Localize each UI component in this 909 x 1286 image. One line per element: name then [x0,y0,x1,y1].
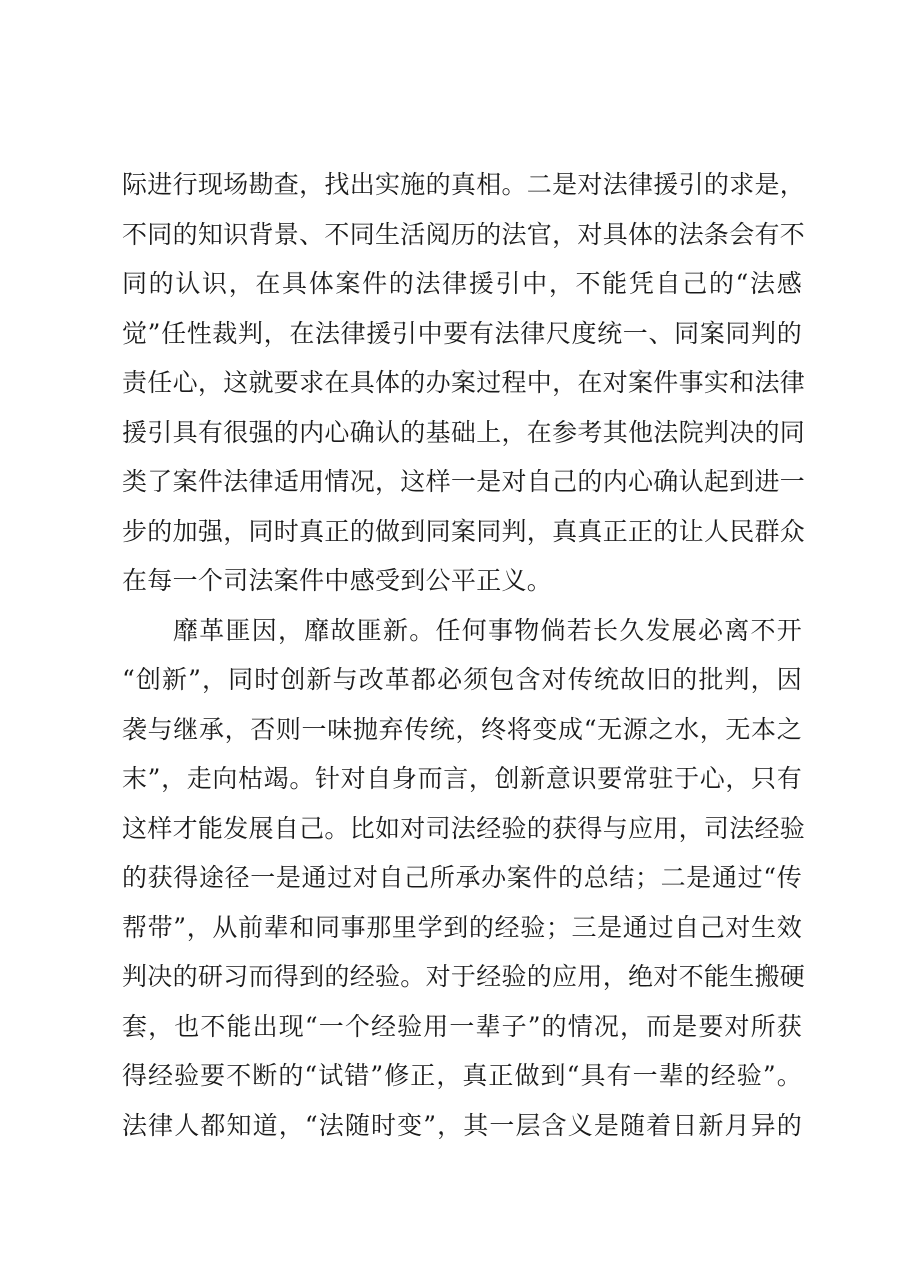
paragraph-1 [122,160,806,606]
text-line: 的获得途径一是通过对自己所承办案件的总结；二是通过“传 [122,863,802,892]
text-line: 同的认识，在具体案件的法律援引中，不能凭自己的“法感 [122,269,802,298]
text-line: 觉”任性裁判，在法律援引中要有法律尺度统一、同案同判的 [122,318,802,348]
text-line: 际进行现场勘查，找出实施的真相。二是对法律援引的求是， [122,170,806,199]
text-line: 援引具有很强的内心确认的基础上，在参考其他法院判决的同 [122,417,806,447]
text-line: 套，也不能出现“一个经验用一辈子”的情况，而是要对所获 [122,1011,802,1041]
text-line: 末”，走向枯竭。针对自身而言，创新意识要常驻于心，只有 [122,764,802,793]
text-line: 靡革匪因，靡故匪新。任何事物倘若长久发展必离不开 [173,615,802,645]
text-line: 责任心，这就要求在具体的办案过程中，在对案件事实和法律 [122,368,806,397]
text-line: 判决的研习而得到的经验。对于经验的应用，绝对不能生搬硬 [122,962,806,991]
text-line: 法律人都知道，“法随时变”，其一层含义是随着日新月异的 [122,1110,802,1140]
text-line: 不同的知识背景、不同生活阅历的法官，对具体的法条会有不 [122,219,806,249]
text-line: 类了案件法律适用情况，这样一是对自己的内心确认起到进一 [122,467,806,496]
text-line: 帮带”，从前辈和同事那里学到的经验；三是通过自己对生效 [122,912,802,942]
body-text [122,160,806,1150]
text-line: 得经验要不断的“试错”修正，真正做到“具有一辈的经验”。 [122,1061,802,1090]
text-line: “创新”，同时创新与改革都必须包含对传统故旧的批判，因 [122,665,802,694]
paragraph-2 [122,606,806,1151]
text-line: 这样才能发展自己。比如对司法经验的获得与应用，司法经验 [122,813,806,843]
text-line: 步的加强，同时真正的做到同案同判，真真正正的让人民群众 [122,516,806,546]
text-line: 在每一个司法案件中感受到公平正义。 [122,566,553,595]
text-line: 袭与继承，否则一味抛弃传统，终将变成“无源之水，无本之 [122,714,802,744]
